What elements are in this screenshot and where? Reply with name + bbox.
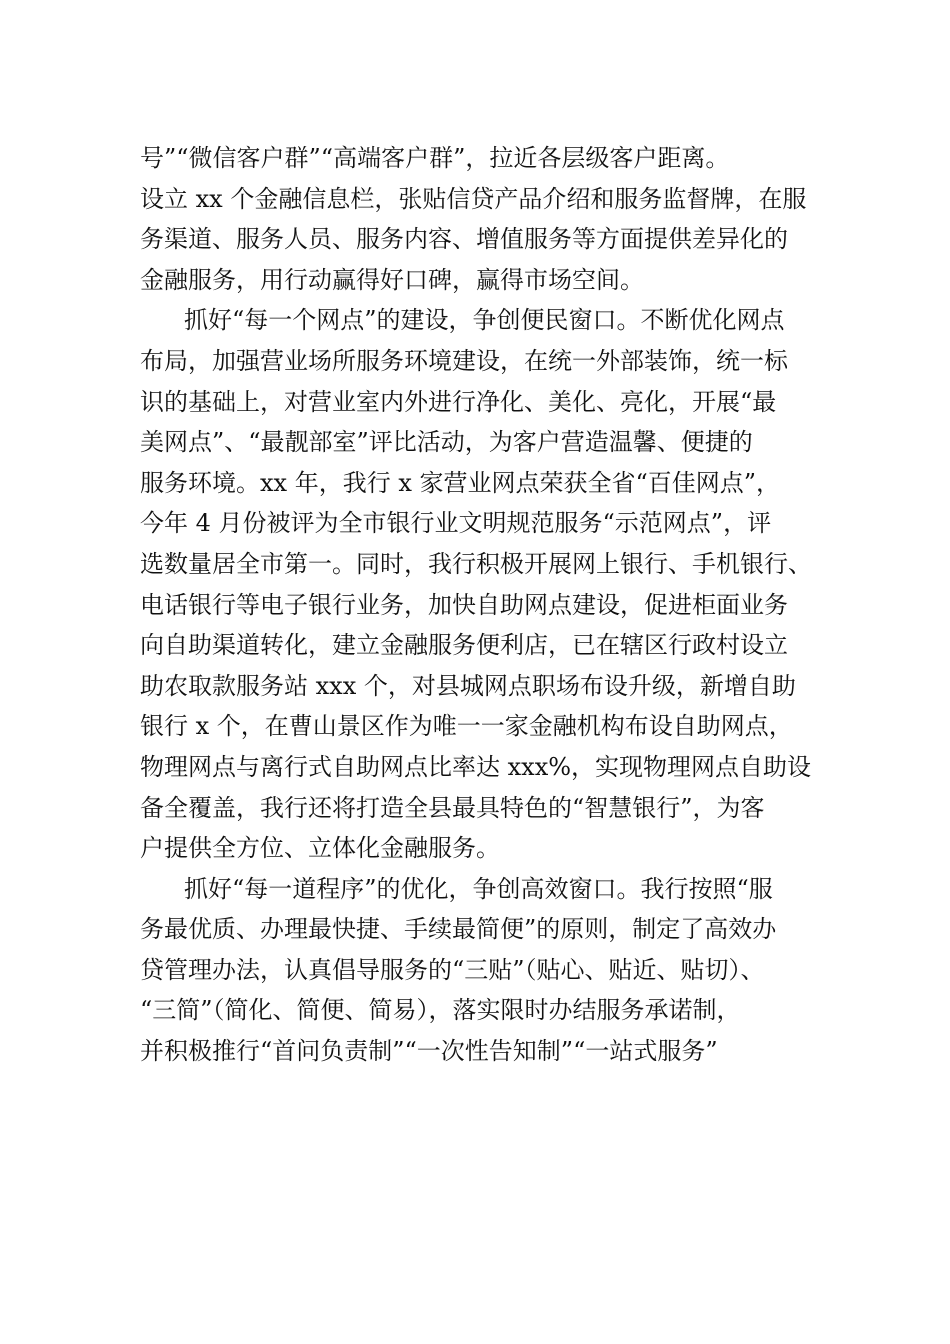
document-body	[140, 138, 860, 1072]
text-line: 电话银行等电子银行业务，加快自助网点建设，促进柜面业务	[140, 590, 788, 619]
text-line: 务渠道、服务人员、服务内容、增值服务等方面提供差异化的	[140, 225, 788, 254]
text-line: 银行 x 个，在曹山景区作为唯一一家金融机构布设自助网点，	[140, 712, 793, 741]
text-line: 贷管理办法，认真倡导服务的“三贴”（贴心、贴近、贴切）、	[140, 955, 765, 984]
text-line: 物理网点与离行式自助网点比率达 xxx%，实现物理网点自助设	[140, 752, 812, 781]
paragraph-first-line: 抓好“每一道程序”的优化，争创高效窗口。我行按照“服	[184, 874, 773, 903]
paragraph-first-line: 抓好“每一个网点”的建设，争创便民窗口。不断优化网点	[184, 306, 785, 335]
text-line: 服务环境。xx 年，我行 x 家营业网点荣获全省“百佳网点”，	[140, 468, 781, 497]
text-line: 设立 xx 个金融信息栏，张贴信贷产品介绍和服务监督牌，在服	[140, 184, 807, 213]
text-line: 号”“微信客户群”“高端客户群”，拉近各层级客户距离。	[140, 144, 730, 172]
text-line: 金融服务，用行动赢得好口碑，赢得市场空间。	[140, 265, 644, 294]
text-line: 务最优质、办理最快捷、手续最简便”的原则，制定了高效办	[140, 915, 777, 944]
text-line: 选数量居全市第一。同时，我行积极开展网上银行、手机银行、	[140, 549, 812, 578]
text-line: 美网点”、“最靓部室”评比活动，为客户营造温馨、便捷的	[140, 428, 753, 457]
text-line: 助农取款服务站 xxx 个，对县城网点职场布设升级，新增自助	[140, 671, 796, 700]
text-line: 户提供全方位、立体化金融服务。	[140, 834, 500, 863]
text-line: 向自助渠道转化，建立金融服务便利店，已在辖区行政村设立	[140, 631, 788, 660]
text-line: 备全覆盖，我行还将打造全县最具特色的“智慧银行”，为客	[140, 793, 765, 822]
text-line: 今年 4 月份被评为全市银行业文明规范服务“示范网点”，评	[140, 509, 772, 538]
text-line: 并积极推行“首问负责制”“一次性告知制”“一站式服务”	[140, 1037, 718, 1066]
text-line: “三简”（简化、简便、简易），落实限时办结服务承诺制，	[140, 996, 741, 1025]
text-line: 布局，加强营业场所服务环境建设，在统一外部装饰，统一标	[140, 346, 788, 375]
text-line: 识的基础上，对营业室内外进行净化、美化、亮化，开展“最	[140, 387, 777, 416]
